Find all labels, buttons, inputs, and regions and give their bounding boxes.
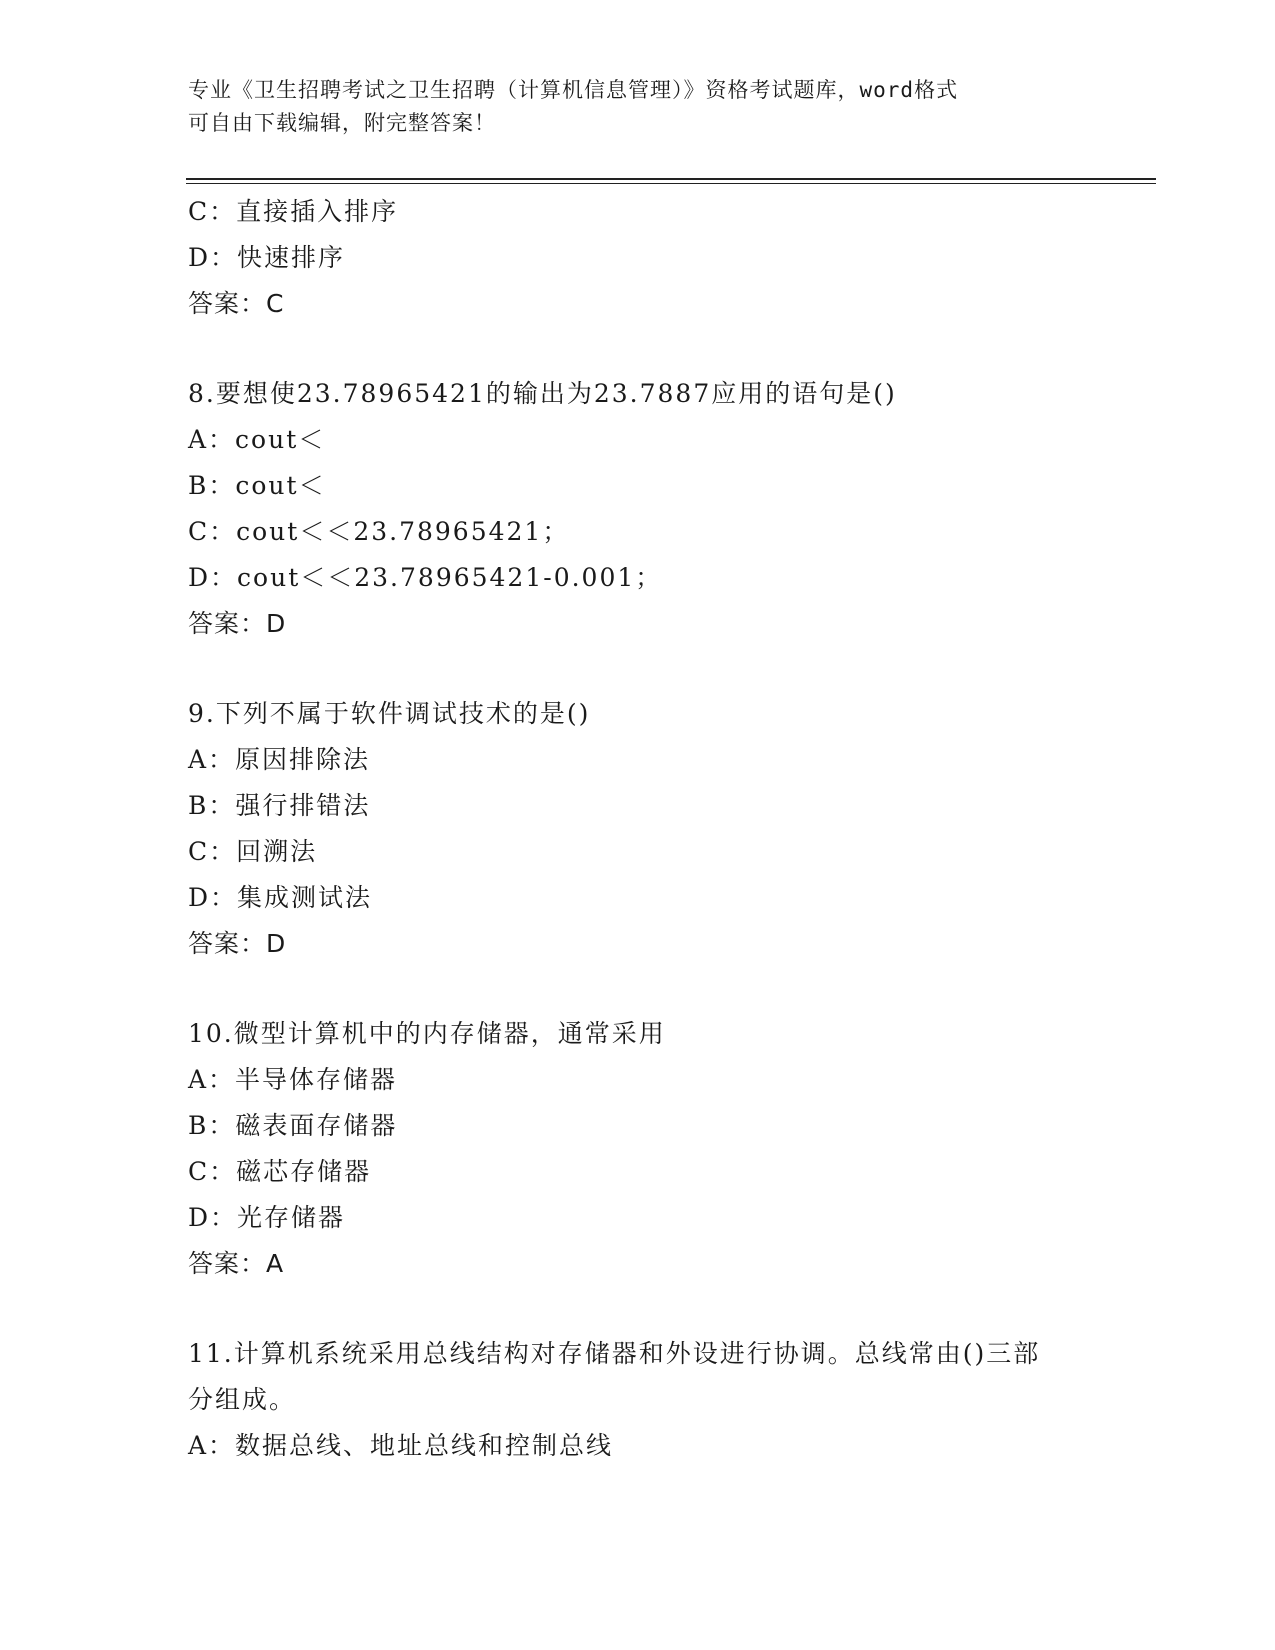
q8-option-d: D：cout＜＜23.78965421-0.001；: [188, 563, 663, 592]
header-divider-thin: [186, 183, 1156, 184]
q10-option-d: D：光存储器: [188, 1203, 346, 1232]
q9-option-d: D：集成测试法: [188, 883, 373, 912]
q10-option-b: B：磁表面存储器: [188, 1111, 398, 1140]
q10-answer: 答案：A: [188, 1249, 285, 1278]
q9-option-c: C：回溯法: [188, 837, 318, 866]
q8-answer: 答案：D: [188, 609, 287, 638]
q11-option-a: A：数据总线、地址总线和控制总线: [188, 1431, 614, 1460]
question-8: 8.要想使23.78965421的输出为23.7887应用的语句是(): [188, 379, 897, 408]
answer: 答案：C: [188, 289, 285, 318]
document-header: [188, 74, 1068, 140]
question-9: 9.下列不属于软件调试技术的是(): [188, 699, 591, 728]
q9-option-a: A：原因排除法: [188, 745, 371, 774]
option-d: D：快速排序: [188, 243, 346, 272]
header-divider-thick: [186, 178, 1156, 180]
q9-option-b: B：强行排错法: [188, 791, 371, 820]
question-10: 10.微型计算机中的内存储器，通常采用: [188, 1019, 666, 1048]
option-c: C：直接插入排序: [188, 197, 399, 226]
question-11: 11.计算机系统采用总线结构对存储器和外设进行协调。总线常由()三部分组成。: [188, 1339, 1041, 1414]
q9-answer: 答案：D: [188, 929, 287, 958]
q8-option-a: A：cout＜: [188, 425, 326, 454]
question-content: [188, 189, 1088, 1469]
q10-option-a: A：半导体存储器: [188, 1065, 398, 1094]
q8-option-b: B：cout＜: [188, 471, 326, 500]
header-line-2: 可自由下载编辑，附完整答案！: [188, 111, 496, 135]
q10-option-c: C：磁芯存储器: [188, 1157, 372, 1186]
header-line-1: 专业《卫生招聘考试之卫生招聘（计算机信息管理）》资格考试题库，word格式: [188, 78, 959, 102]
q8-option-c: C：cout＜＜23.78965421；: [188, 517, 570, 546]
